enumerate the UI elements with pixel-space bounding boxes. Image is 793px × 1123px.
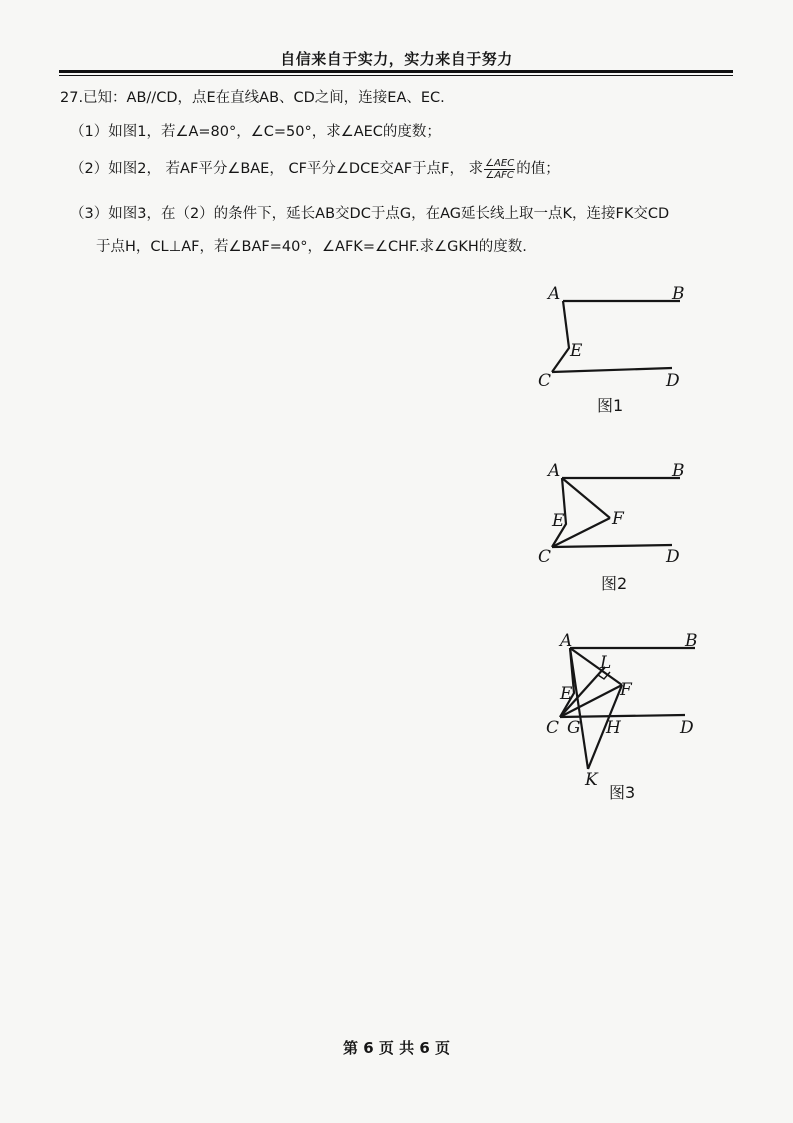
label-b: B [685,631,698,651]
angle-ratio-fraction [484,158,515,181]
label-e: E [552,511,565,531]
segments-ae-ec [552,301,569,372]
label-f: F [612,509,624,529]
problem-part-1: （1）如图1，若∠A=80°，∠C=50°，求∠AEC的度数； [70,124,441,140]
label-d: D [666,547,680,567]
figure-1-caption: 图1 [597,396,624,415]
problem-part-3-line-1: （3）如图3，在（2）的条件下，延长AB交DC于点G，在AG延长线上取一点K，连接FK交CD [70,206,670,222]
label-c: C [538,371,552,391]
figure-1-diagram [520,278,720,391]
label-d: D [680,718,694,738]
figure-2-caption: 图2 [601,574,628,593]
figure-3-caption: 图3 [609,783,636,802]
label-d: D [666,371,680,391]
label-c: C [538,547,552,567]
line-cd [560,715,685,717]
header-rule-thin [59,75,733,76]
label-k: K [585,770,598,790]
problem-part-3-line-2: 于点H，CL⊥AF，若∠BAF=40°，∠AFK=∠CHF.求∠GKH的度数. [96,239,527,255]
part-2-prefix: （2）如图2， 若AF平分∠BAE， CF平分∠DCE交AF于点F， 求 [70,161,484,177]
label-b: B [672,284,685,304]
fraction-numerator: ∠AEC [485,157,515,169]
line-cd [552,368,672,372]
header-rule-thick [59,70,733,73]
label-e: E [560,684,573,704]
part-2-suffix: 的值； [516,161,560,177]
page-header-motto: 自信来自于实力，实力来自于努力 [280,50,513,68]
label-a: A [560,631,573,651]
segment-af [562,478,610,518]
figure-3-diagram [530,625,720,790]
label-e: E [570,341,583,361]
label-a: A [548,284,561,304]
label-h: H [606,718,621,738]
problem-statement: 27.已知：AB//CD，点E在直线AB、CD之间，连接EA、EC. [60,90,445,106]
label-a: A [548,461,561,481]
fraction-denominator: ∠AFC [485,169,514,181]
label-f: F [620,680,632,700]
line-cd [552,545,672,547]
label-c: C [546,718,560,738]
label-b: B [672,461,685,481]
segments-ae-ec [560,648,574,717]
figure-2-diagram [520,452,720,572]
label-l: L [600,653,612,673]
segment-af [570,648,622,685]
label-g: G [567,718,581,738]
page-number-footer: 第 6 页 共 6 页 [343,1039,450,1057]
problem-part-2 [70,157,560,181]
